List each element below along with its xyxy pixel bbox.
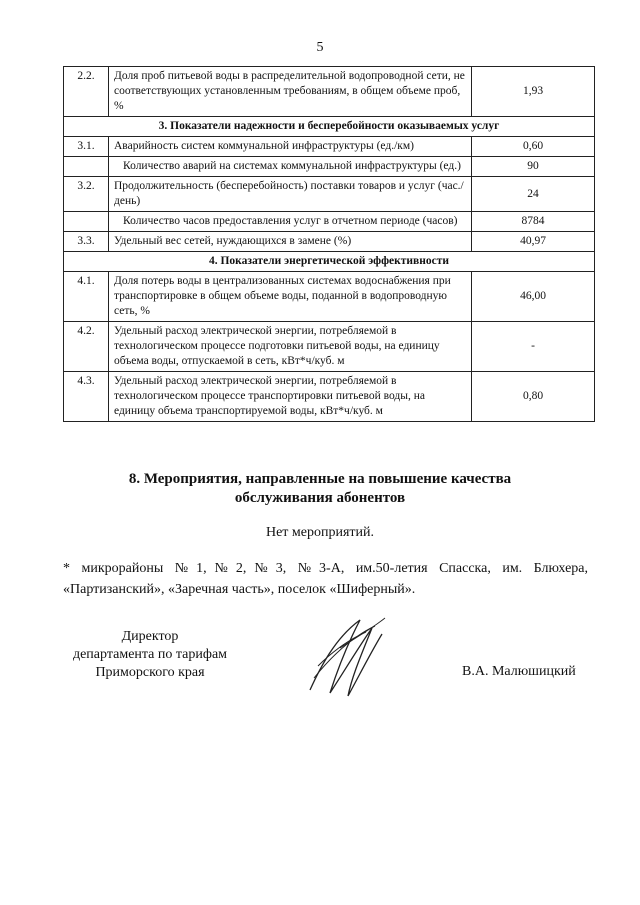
- row-value: 1,93: [472, 67, 595, 117]
- section-8-heading-line2: обслуживания абонентов: [234, 490, 406, 506]
- row-description: Удельный расход электрической энергии, потребляемой в технологическом процессе транспортировки питьевой воды, на единицу объема транспортируемой воды, кВт*ч/куб. м: [109, 372, 472, 422]
- row-description: Продолжительность (бесперебойность) поставки товаров и услуг (час./день): [109, 177, 472, 212]
- row-value: 0,80: [472, 372, 595, 422]
- section-8-heading: [0, 470, 640, 508]
- section-title: 3. Показатели надежности и бесперебойности оказываемых услуг: [64, 117, 595, 137]
- no-measures-text: Нет мероприятий.: [265, 525, 375, 540]
- table-row: [64, 67, 595, 117]
- table-row: [64, 157, 595, 177]
- row-number: [64, 157, 109, 177]
- section-header-row: [64, 252, 595, 272]
- row-value: 0,60: [472, 137, 595, 157]
- row-value: 24: [472, 177, 595, 212]
- row-description: Удельный расход электрической энергии, потребляемой в технологическом процессе подготовки питьевой воды, на единицу объема воды, отпускаемой в сеть, кВт*ч/куб. м: [109, 322, 472, 372]
- row-description: Доля проб питьевой воды в распределительной водопроводной сети, не соответствующих установленным требованиям, в общем объеме проб, %: [109, 67, 472, 117]
- row-value: 8784: [472, 212, 595, 232]
- row-number: [64, 212, 109, 232]
- row-number: 2.2.: [64, 67, 109, 117]
- signer-title: [45, 628, 255, 682]
- row-value: -: [472, 322, 595, 372]
- row-number: 4.2.: [64, 322, 109, 372]
- row-value: 40,97: [472, 232, 595, 252]
- table-row: [64, 322, 595, 372]
- row-value: 46,00: [472, 272, 595, 322]
- table-row: [64, 372, 595, 422]
- signer-name: В.А. Малюшицкий: [462, 664, 576, 679]
- row-description: Количество аварий на системах коммунальной инфраструктуры (ед.): [109, 157, 472, 177]
- section-title: 4. Показатели энергетической эффективности: [64, 252, 595, 272]
- section-header-row: [64, 117, 595, 137]
- table-row: [64, 212, 595, 232]
- signer-title-line1: Директор: [121, 629, 179, 644]
- row-description: Доля потерь воды в централизованных системах водоснабжения при транспортировке в общем объеме воды, поданной в водопроводную сеть, %: [109, 272, 472, 322]
- page-number: 5: [316, 40, 324, 55]
- table-row: [64, 272, 595, 322]
- table-row: [64, 137, 595, 157]
- signer-title-line2: департамента по тарифам: [72, 647, 228, 662]
- footnote-line1: * микрорайоны №1,№2,№3, №3-А, им.50-летия Спасска, им. Блюхера,: [63, 561, 588, 576]
- section-8-heading-line1: 8. Мероприятия, направленные на повышение качества: [128, 471, 512, 487]
- table-row: [64, 177, 595, 212]
- row-number: 3.1.: [64, 137, 109, 157]
- row-value: 90: [472, 157, 595, 177]
- row-description: Количество часов предоставления услуг в отчетном периоде (часов): [109, 212, 472, 232]
- handwritten-signature: [300, 608, 390, 703]
- row-number: 3.3.: [64, 232, 109, 252]
- signer-title-line3: Приморского края: [95, 665, 205, 680]
- row-description: Удельный вес сетей, нуждающихся в замене (%): [109, 232, 472, 252]
- row-number: 4.3.: [64, 372, 109, 422]
- row-description: Аварийность систем коммунальной инфраструктуры (ед./км): [109, 137, 472, 157]
- row-number: 3.2.: [64, 177, 109, 212]
- footnote-line2: «Партизанский», «Заречная часть», поселок «Шиферный».: [63, 582, 416, 597]
- indicators-table: [63, 66, 595, 422]
- table-row: [64, 232, 595, 252]
- row-number: 4.1.: [64, 272, 109, 322]
